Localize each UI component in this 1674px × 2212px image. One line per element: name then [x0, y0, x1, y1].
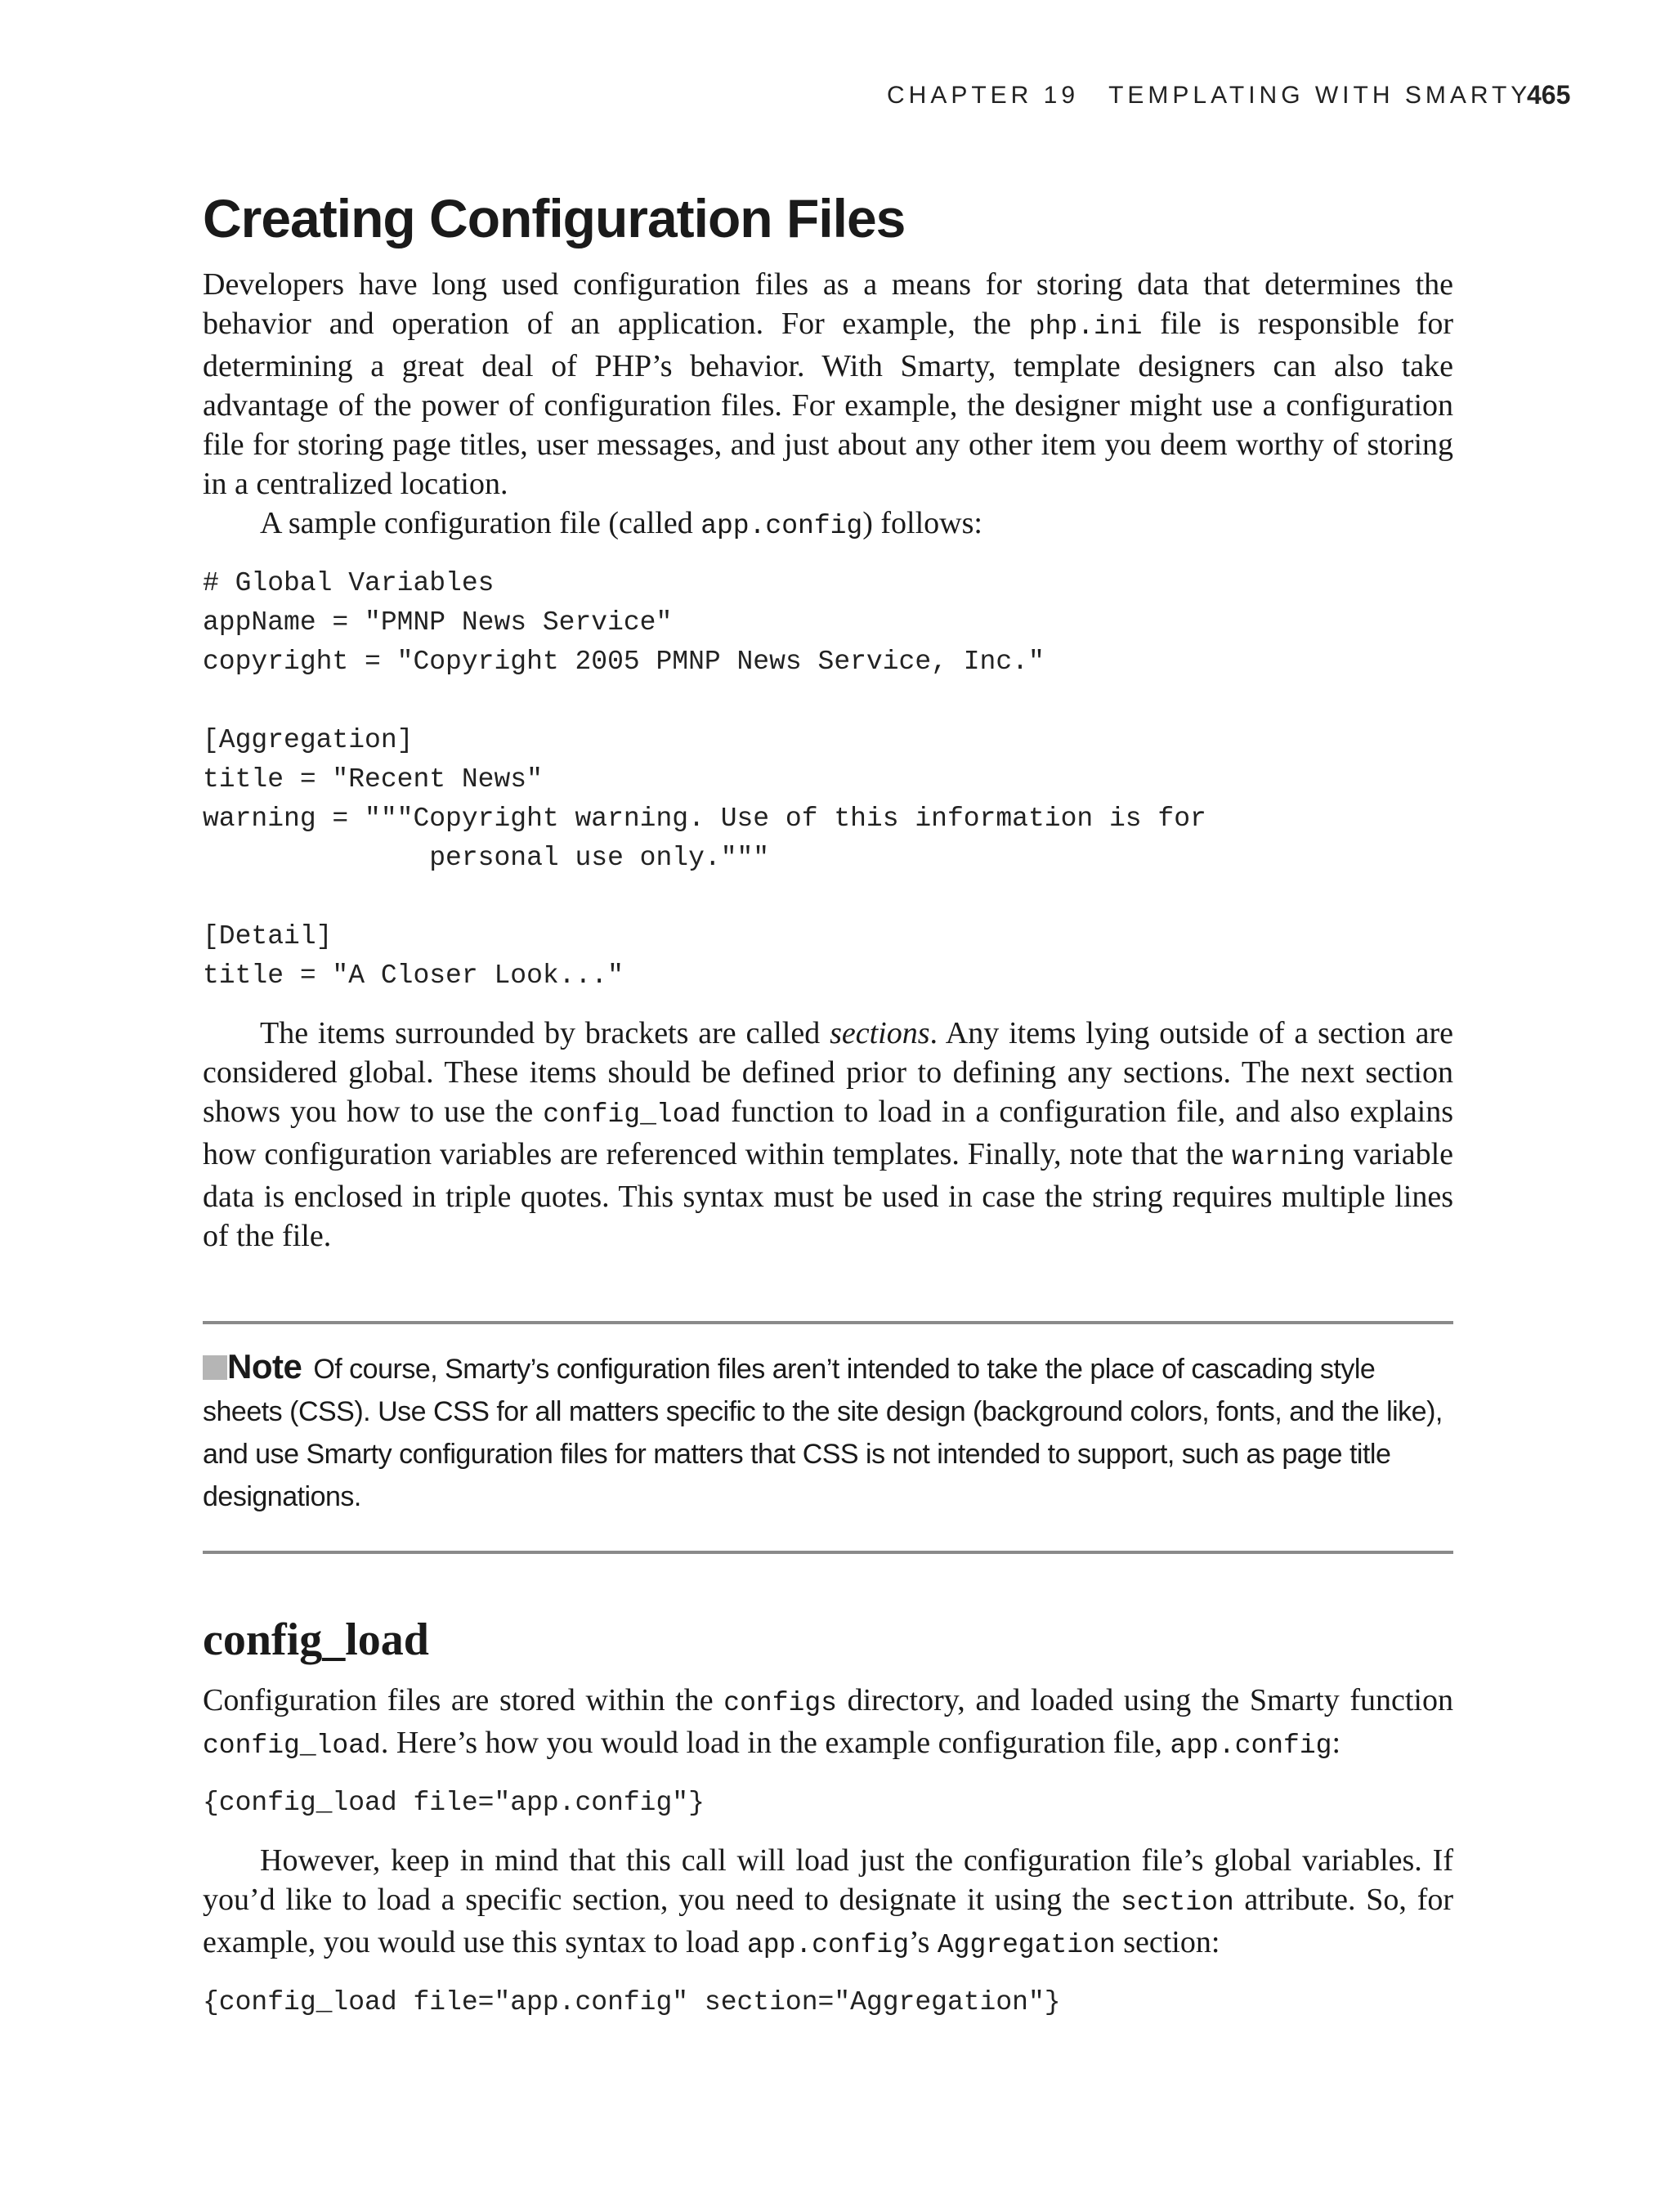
inline-code: config_load — [203, 1731, 381, 1762]
note-paragraph — [203, 1346, 1453, 1518]
text-run: A sample configuration file (called — [260, 505, 701, 540]
text-run: variable data is enclosed in triple quotes. This syntax must be used in case the string requires multiple lines of the file. — [203, 1136, 1453, 1253]
inline-code: Aggregation — [937, 1930, 1116, 1961]
section-heading: Creating Configuration Files — [203, 188, 906, 249]
paragraph-sample-intro — [203, 504, 1453, 546]
code-block-config: # Global Variables appName = "PMNP News Service" copyright = "Copyright 2005 PMNP News Service, Inc." [Aggregation] title = "Recent News" warning = """Copyright warning. Use of this information is for personal use only.""" [Detail] title = "A Closer Look..." — [203, 567, 1206, 991]
text-run: : — [1332, 1726, 1341, 1761]
italic-term: sections — [830, 1015, 930, 1050]
text-run: ’s — [909, 1925, 938, 1960]
inline-code: app.config — [746, 1930, 910, 1961]
code-block-load: {config_load file="app.config"} — [203, 1788, 705, 1819]
text-run: However, keep in mind that this call will load just the configuration file’s global variables. If you’d like to load a specific section, you need to designate it using the — [203, 1843, 1453, 1918]
text-run: The items surrounded by brackets are called — [260, 1015, 830, 1050]
inline-code: configs — [723, 1688, 837, 1719]
text-run: . Any items lying outside of a section are considered global. These items should be defined prior to defining any sections. The next section shows you how to use the — [203, 1015, 1453, 1129]
subsection-heading: config_load — [203, 1614, 429, 1665]
text-run: section: — [1115, 1925, 1220, 1960]
inline-code: section — [1121, 1887, 1234, 1919]
paragraph-sections — [203, 1014, 1453, 1256]
header-title: TEMPLATING WITH SMARTY — [1108, 82, 1532, 109]
header-chapter: CHAPTER 19 — [887, 82, 1080, 109]
text-run: Configuration files are stored within the — [203, 1683, 724, 1718]
inline-code: php.ini — [1028, 311, 1143, 342]
paragraph-section-attribute — [203, 1841, 1453, 1965]
note-box — [203, 1321, 1453, 1554]
text-run: function to load in a configuration file, and also explains how configuration variables are referenced within templates. Finally, note that the — [203, 1094, 1453, 1171]
page-content — [203, 188, 1453, 2040]
note-label: Note — [227, 1346, 302, 1386]
text-run: file is responsible for determining a great deal of PHP’s behavior. With Smarty, template designers can also take advantage of the power of configuration files. For example, the designer might use a configuration file for storing page titles, user messages, and just about any other item you deem worthy of storing in a centralized location. — [203, 306, 1453, 501]
running-header — [887, 82, 1532, 110]
inline-code: app.config — [700, 510, 863, 541]
note-text: Of course, Smarty’s configuration files aren’t intended to take the place of cascading style sheets (CSS). Use CSS for all matters specific to the site design (background colors, fonts, and the like), and use Smarty configuration files for matters that CSS is not intended to support, such as page title designations. — [203, 1353, 1443, 1512]
paragraph-config-load — [203, 1681, 1453, 1766]
page-number: 465 — [1527, 80, 1571, 110]
code-block-load-section: {config_load file="app.config" section="Aggregation"} — [203, 1987, 1061, 2018]
text-run: directory, and loaded using the Smarty function — [836, 1683, 1453, 1718]
text-run: Developers have long used configuration files as a means for storing data that determines the behavior and operation of an application. For example, the — [203, 266, 1453, 341]
inline-code: app.config — [1170, 1731, 1332, 1762]
note-square-icon — [203, 1355, 227, 1380]
inline-code: config_load — [543, 1099, 722, 1130]
text-run: attribute. So, for example, you would use this syntax to load — [203, 1883, 1454, 1960]
inline-code: warning — [1232, 1141, 1345, 1172]
text-run: ) follows: — [862, 505, 982, 540]
paragraph-intro — [203, 265, 1453, 504]
text-run: . Here’s how you would load in the example configuration file, — [380, 1726, 1170, 1761]
